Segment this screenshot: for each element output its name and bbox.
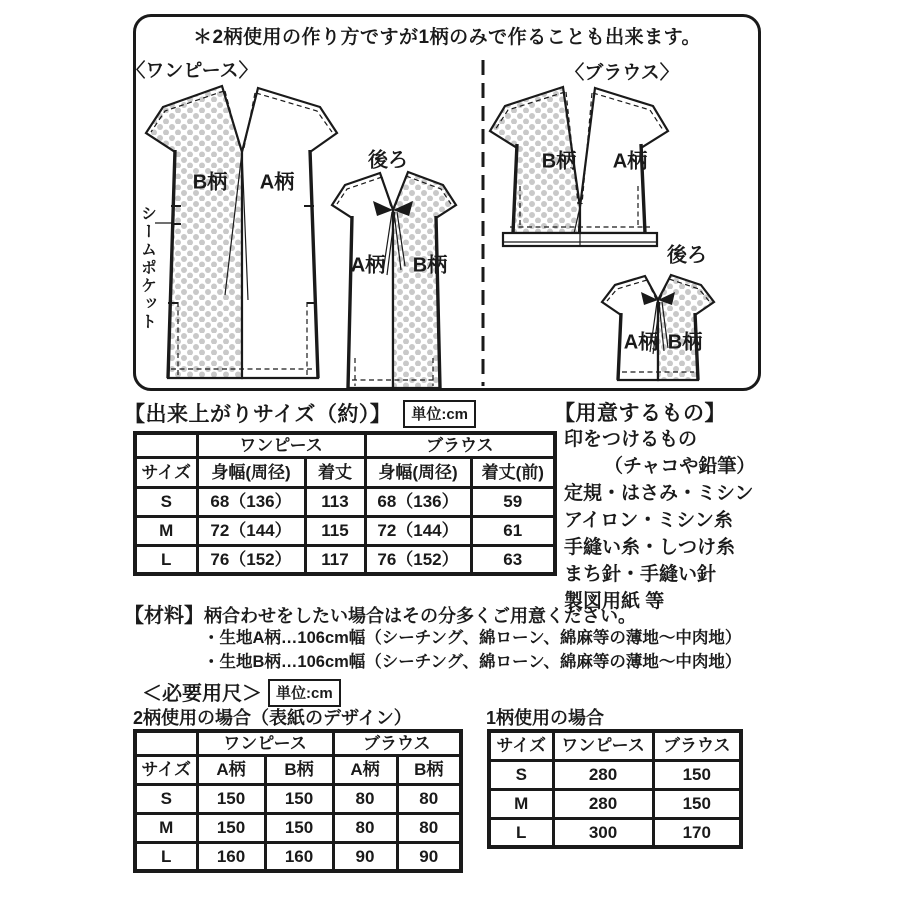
prepare-heading: 【用意するもの】	[554, 402, 726, 425]
onepiece-front-left-pattern-label: B柄	[192, 171, 228, 194]
list-item: アイロン・ミシン糸	[564, 510, 733, 531]
cell: 113	[305, 487, 365, 516]
diagram-note: ＊2柄使用の作り方ですが1柄のみで作ることも出来ます。	[192, 27, 702, 48]
cell: S	[489, 760, 553, 789]
cell: A柄	[333, 755, 397, 784]
finished-size-heading-row	[124, 398, 476, 428]
cell: 80	[333, 813, 397, 842]
cell: 160	[265, 842, 333, 871]
cell: S	[135, 784, 197, 813]
cell: 160	[197, 842, 265, 871]
cell: サイズ	[135, 755, 197, 784]
cell: 90	[397, 842, 461, 871]
onepiece-back-left-pattern-label: A柄	[350, 254, 386, 277]
table-row	[135, 545, 555, 574]
cell: M	[135, 813, 197, 842]
table-row	[489, 731, 741, 760]
blouse-back-left-pattern-label: A柄	[623, 331, 659, 354]
cell: 80	[333, 784, 397, 813]
onepiece-back-drawing	[332, 172, 456, 388]
cell: L	[135, 545, 197, 574]
table-row	[135, 813, 461, 842]
table-row	[135, 731, 461, 755]
seam-pocket-label: シームポケット	[138, 205, 156, 331]
table-row	[489, 818, 741, 847]
table-row	[135, 842, 461, 871]
blouse-back-right-pattern-label: B柄	[667, 331, 703, 354]
cell: B柄	[397, 755, 461, 784]
unit-box: 単位:cm	[268, 679, 341, 707]
cell: 115	[305, 516, 365, 545]
one-pattern-title: 1柄使用の場合	[486, 708, 605, 728]
table-row	[135, 433, 555, 457]
table-row	[135, 755, 461, 784]
finished-size-table	[133, 431, 557, 576]
prepare-list	[564, 426, 755, 615]
cell: M	[135, 516, 197, 545]
list-item: 手縫い糸・しつけ糸	[564, 537, 736, 558]
blouse-label: 〈ブラウス〉	[565, 62, 679, 84]
cell: ワンピース	[197, 731, 333, 755]
cell: 身幅(周径)	[365, 457, 471, 487]
onepiece-label: 〈ワンピース〉	[126, 60, 258, 82]
table-row	[135, 457, 555, 487]
table-row	[135, 784, 461, 813]
cell: L	[489, 818, 553, 847]
materials-item-b: ・生地B柄…106cm幅（シーチング、綿ローン、綿麻等の薄地～中肉地）	[203, 653, 742, 671]
cell: ブラウス	[365, 433, 555, 457]
cell: M	[489, 789, 553, 818]
cell: 150	[197, 813, 265, 842]
list-item: 定規・はさみ・ミシン	[564, 483, 754, 504]
blouse-back-label: 後ろ	[667, 244, 707, 267]
cell: ワンピース	[197, 433, 365, 457]
list-item: 印をつけるもの	[564, 429, 698, 450]
cell: 63	[471, 545, 555, 574]
cell: 150	[197, 784, 265, 813]
cell: 280	[553, 760, 653, 789]
cell: 300	[553, 818, 653, 847]
cell: 117	[305, 545, 365, 574]
cell: 72（144）	[365, 516, 471, 545]
cell: 280	[553, 789, 653, 818]
two-pattern-title: 2柄使用の場合（表紙のデザイン）	[133, 708, 412, 728]
yardage-heading-row	[142, 677, 341, 707]
cell: 170	[653, 818, 741, 847]
one-pattern-yardage-table	[487, 729, 743, 849]
blouse-front-left-pattern-label: B柄	[541, 150, 577, 173]
onepiece-back-label: 後ろ	[368, 149, 408, 172]
cell: サイズ	[135, 457, 197, 487]
cell: ブラウス	[653, 731, 741, 760]
cell: 61	[471, 516, 555, 545]
table-row	[489, 760, 741, 789]
finished-size-heading: 【出来上がりサイズ（約）】	[124, 403, 392, 426]
cell: 68（136）	[365, 487, 471, 516]
cell: 80	[397, 813, 461, 842]
cell: L	[135, 842, 197, 871]
list-item: 製図用紙 等	[564, 591, 665, 612]
cell: ブラウス	[333, 731, 461, 755]
cell: 72（144）	[197, 516, 305, 545]
unit-box: 単位:cm	[403, 400, 476, 428]
cell: 76（152）	[365, 545, 471, 574]
cell	[135, 433, 197, 457]
cell: 59	[471, 487, 555, 516]
cell: 身幅(周径)	[197, 457, 305, 487]
yardage-heading: ＜必要用尺＞	[142, 683, 262, 705]
cell: A柄	[197, 755, 265, 784]
cell: ワンピース	[553, 731, 653, 760]
materials-item-a: ・生地A柄…106cm幅（シーチング、綿ローン、綿麻等の薄地～中肉地）	[203, 629, 742, 647]
onepiece-front-right-pattern-label: A柄	[259, 171, 295, 194]
cell: 76（152）	[197, 545, 305, 574]
materials-note: 柄合わせをしたい場合はその分多くご用意ください。	[204, 606, 636, 626]
materials-row	[124, 599, 636, 628]
two-pattern-yardage-table	[133, 729, 463, 873]
cell	[135, 731, 197, 755]
cell: B柄	[265, 755, 333, 784]
materials-heading: 【材料】	[124, 605, 204, 627]
cell: 150	[265, 813, 333, 842]
list-item: まち針・手縫い針	[564, 564, 717, 585]
cell: 68（136）	[197, 487, 305, 516]
onepiece-front-drawing	[146, 86, 337, 378]
cell: 80	[397, 784, 461, 813]
cell: 150	[265, 784, 333, 813]
table-row	[135, 516, 555, 545]
cell: 着丈(前)	[471, 457, 555, 487]
cell: 90	[333, 842, 397, 871]
onepiece-back-right-pattern-label: B柄	[412, 254, 448, 277]
cell: サイズ	[489, 731, 553, 760]
table-row	[489, 789, 741, 818]
cell: 150	[653, 789, 741, 818]
cell: 150	[653, 760, 741, 789]
cell: 着丈	[305, 457, 365, 487]
table-row	[135, 487, 555, 516]
list-item: （チャコや鉛筆）	[604, 456, 756, 477]
blouse-front-right-pattern-label: A柄	[612, 150, 648, 173]
cell: S	[135, 487, 197, 516]
